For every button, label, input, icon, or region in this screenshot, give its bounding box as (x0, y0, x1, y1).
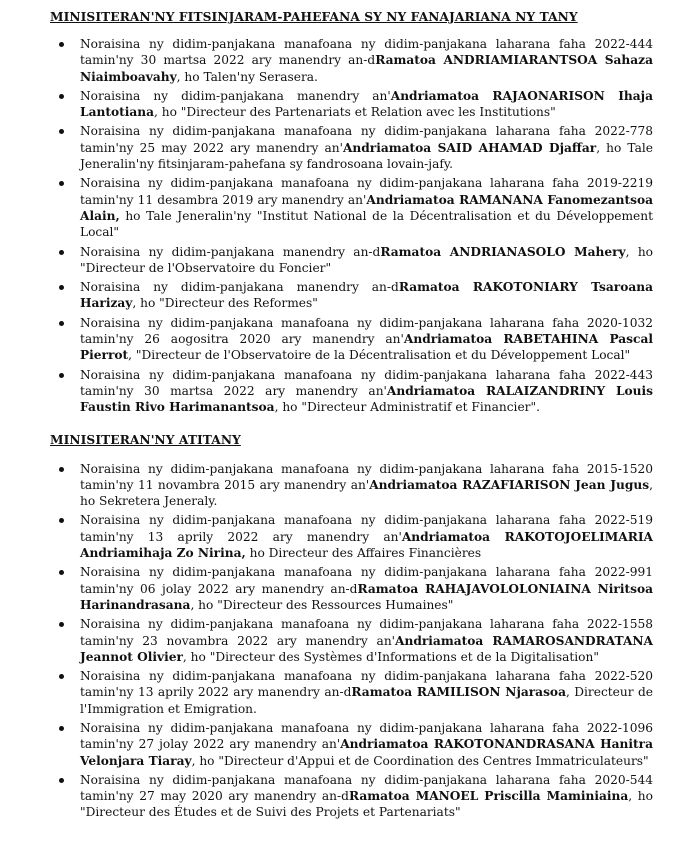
decree-role: ho Directeur des Affaires Financières (245, 546, 482, 561)
decree-item (80, 88, 653, 121)
decree-text: Noraisina ny didim-panjakana manafoana ny didim-panjakana laharana faha 2022-778 tamin'ny 25 may 2022 ary manendry an' (80, 124, 653, 155)
decree-role: , ho "Directeur des Études et de Suivi des Projets et Partenariats" (80, 789, 653, 820)
decree-role: , ho "Directeur des Ressources Humaines" (190, 597, 454, 612)
decree-text: Noraisina ny didim-panjakana manafoana ny didim-panjakana laharana faha 2022-519 tamin'ny 13 aprily 2022 ary manendry an' (80, 513, 653, 544)
appointee-name: Andriamatoa RAMAROSANDRATANA Jeannot Olivier (80, 633, 653, 664)
decree-item (80, 564, 653, 613)
appointee-name: Ramatoa RAKOTONIARY Tsaroana Harizay (80, 280, 654, 311)
decree-text: Noraisina ny didim-panjakana manafoana ny didim-panjakana laharana faha 2020-1032 tamin'ny 26 aogositra 2020 ary manendry an' (80, 315, 653, 347)
appointee-name: Ramatoa ANDRIANASOLO Mahery (380, 244, 626, 259)
decree-role: ho Tale Jeneralin'ny "Institut National de la Décentralisation et du Développement Local" (80, 208, 653, 240)
decree-role: , ho "Directeur de l'Observatoire du Foncier" (80, 244, 653, 275)
decree-role: , ho "Directeur des Reformes" (132, 296, 318, 311)
decree-role: , ho "Directeur des Systèmes d'Informations et de la Digitalisation" (182, 649, 599, 664)
appointee-name: Andriamatoa RAJAONARISON Ihaja Lantotiana (80, 88, 653, 120)
decree-text: Noraisina ny didim-panjakana manafoana ny didim-panjakana laharana faha 2022-991 tamin'ny 06 jolay 2022 ary manendry an-d (80, 565, 653, 596)
decree-role: , ho "Directeur des Partenariats et Relation avec les Institutions" (154, 105, 556, 120)
appointee-name: Ramatoa RAHAJAVOLOLONIAINA Niritsoa Harinandrasana (80, 581, 653, 612)
decree-item (80, 123, 653, 172)
appointee-name: Andriamatoa RALAIZANDRINY Louis Faustin Rivo Harimanantsoa (80, 383, 653, 415)
decree-text: Noraisina ny didim-panjakana manafoana ny didim-panjakana laharana faha 2020-544 tamin'ny 27 may 2020 ary manendry an-d (80, 772, 653, 804)
decree-item (80, 461, 653, 510)
appointee-name: Andriamatoa RAMANANA Fanomezantsoa Alain, (80, 192, 653, 223)
decree-text: Noraisina ny didim-panjakana manendry an-d (80, 244, 381, 259)
section-title: MINISITERAN'NY FITSINJARAM-PAHEFANA SY NY FANAJARIANA NY TANY (50, 10, 578, 24)
decree-text: Noraisina ny didim-panjakana manafoana ny didim-panjakana laharana faha 2022-443 tamin'ny 30 martsa 2022 ary manendry an' (80, 367, 653, 398)
appointee-name: Andriamatoa RAKOTONANDRASANA Hanitra Velonjara Tiaray (80, 737, 653, 768)
decree-role: , Directeur de l'Immigration et Emigration. (80, 685, 653, 716)
decree-text: Noraisina ny didim-panjakana manafoana ny didim-panjakana laharana faha 2022-1096 tamin'ny 27 jolay 2022 ary manendry an' (80, 720, 653, 752)
decree-role: , ho Tale Jeneralin'ny fitsinjaram-pahefana sy fandrosoana lovain-jafy. (80, 140, 653, 172)
decree-item (80, 720, 653, 769)
appointee-name: Andriamatoa RAKOTOJOELIMARIA Andriamihaja Zo Nirina, (80, 529, 653, 561)
decree-item (80, 279, 653, 312)
decree-item (80, 315, 653, 364)
decree-item (80, 244, 653, 277)
section-title: MINISITERAN'NY ATITANY (50, 432, 241, 447)
decree-item (80, 367, 653, 416)
decree-text: Noraisina ny didim-panjakana manafoana ny didim-panjakana laharana faha 2022-1558 tamin'ny 23 novambra 2022 ary manendry an' (80, 617, 653, 648)
appointee-name: Andriamatoa RABETAHINA Pascal Pierrot (80, 332, 653, 363)
decree-text: Noraisina ny didim-panjakana manafoana ny didim-panjakana laharana faha 2019-2219 tamin'ny 11 desambra 2019 ary manendry an' (80, 176, 653, 207)
decree-role: , ho Sekretera Jeneraly. (80, 477, 653, 509)
appointee-name: Ramatoa MANOEL Priscilla Maminiaina (348, 789, 629, 804)
appointee-name: Andriamatoa SAID AHAMAD Djaffar (342, 140, 597, 155)
decree-role: , ho "Directeur d'Appui et de Coordination des Centres Immatriculateurs" (191, 753, 649, 768)
appointee-name: Ramatoa ANDRIAMIARANTSOA Sahaza Niaimboavahy (80, 53, 653, 84)
decree-text: Noraisina ny didim-panjakana manendry an' (80, 88, 391, 103)
decree-role: , ho "Directeur Administratif et Financier". (274, 400, 540, 415)
appointee-name: Andriamatoa RAZAFIARISON Jean Jugus (369, 477, 650, 492)
decree-text: Noraisina ny didim-panjakana manafoana ny didim-panjakana laharana faha 2015-1520 tamin'ny 11 novambra 2015 ary manendry an' (80, 461, 653, 492)
decree-item (80, 668, 653, 717)
decree-item (80, 772, 653, 821)
decree-list (50, 36, 653, 416)
appointee-name: Ramatoa RAMILISON Njarasoa (351, 685, 566, 700)
decree-item (80, 36, 653, 85)
decree-item (80, 616, 653, 665)
decree-item (80, 512, 653, 561)
decree-text: Noraisina ny didim-panjakana manendry an-d (80, 280, 399, 295)
decree-text: Noraisina ny didim-panjakana manafoana ny didim-panjakana laharana faha 2022-444 tamin'ny 30 martsa 2022 ary manendry an-d (80, 37, 653, 68)
decree-item (80, 175, 653, 240)
decree-role: , ho Talen'ny Serasera. (176, 69, 318, 84)
decree-list (50, 461, 653, 821)
decree-text: Noraisina ny didim-panjakana manafoana ny didim-panjakana laharana faha 2022-520 tamin'ny 13 aprily 2022 ary manendry an-d (80, 669, 653, 700)
decree-role: , "Directeur de l'Observatoire de la Décentralisation et du Développement Local" (128, 348, 631, 363)
